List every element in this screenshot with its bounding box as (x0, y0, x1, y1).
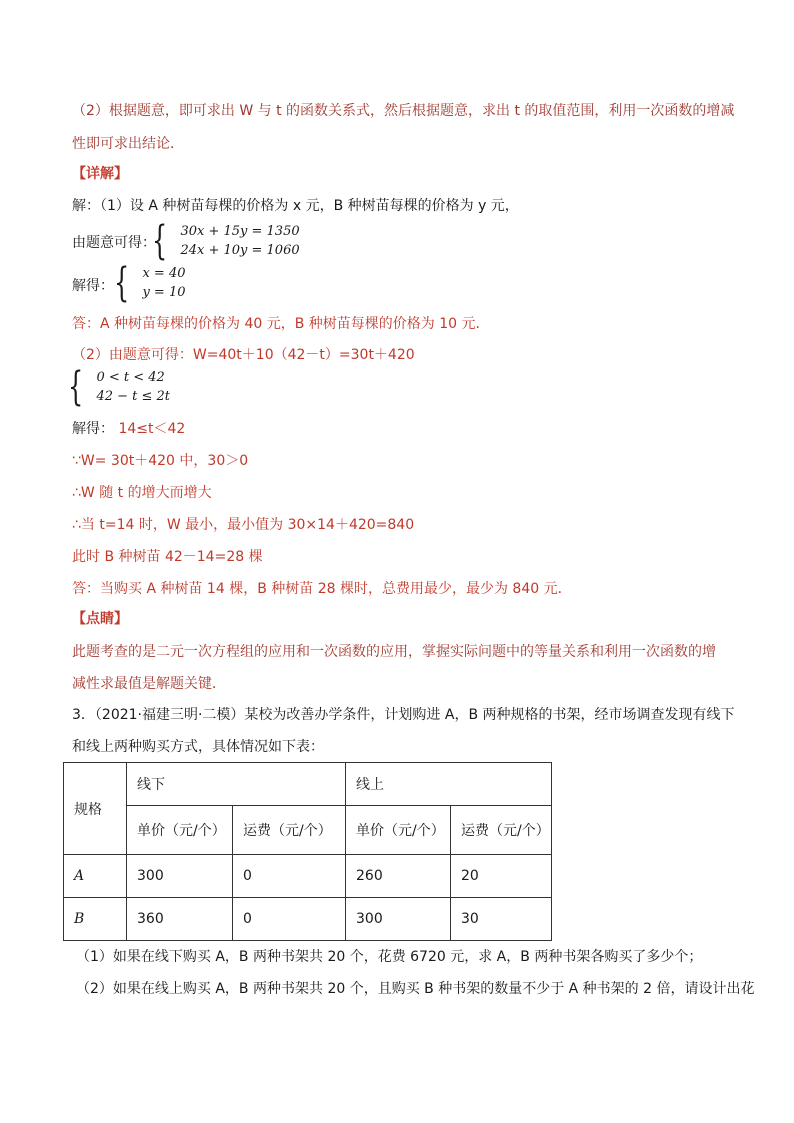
table-cell: 0 (233, 898, 346, 941)
answer-2: 答：当购买 A 种树苗 14 棵，B 种树苗 28 棵时，总费用最少，最少为 840 元． (72, 581, 572, 597)
offline-header: 线下 (127, 763, 346, 806)
online-header: 线上 (346, 763, 552, 806)
table-cell: 300 (127, 855, 233, 898)
answer-1: 答：A 种树苗每棵的价格为 40 元，B 种树苗每棵的价格为 10 元． (72, 316, 490, 332)
comment-header: 【点睛】 (72, 611, 128, 627)
solution-x: x = 40 (142, 266, 186, 281)
solution-range: 14≤t＜42 (118, 421, 186, 437)
table-cell: 30 (451, 898, 552, 941)
equation-1: 30x + 15y = 1350 (180, 224, 300, 239)
brace-icon: { (68, 364, 84, 410)
spec-header-cell: 规格 (64, 763, 127, 855)
detail-paragraph-7: ∴W 随 t 的增大而增大 (72, 485, 212, 501)
inequality-solution (72, 419, 185, 439)
analysis-line-2: 性即可求出结论． (72, 136, 184, 152)
system-1-label: 由题意可得： (72, 235, 156, 251)
problem-3-question-1: （1）如果在线下购买 A，B 两种书架共 20 个，花费 6720 元，求 A，B 两种书架各购买了多少个； (76, 949, 703, 965)
table-row (64, 855, 552, 898)
table-cell: 20 (451, 855, 552, 898)
table-cell: 0 (233, 855, 346, 898)
row-label: A (64, 855, 127, 898)
problem-3-line-1: 3．（2021·福建三明·二模）某校为改善办学条件，计划购进 A，B 两种规格的书架，经市场调查发现有线下 (72, 707, 735, 723)
solution-label-2: 解得： (72, 421, 114, 437)
detail-paragraph-4: （2）由题意可得：W=40t＋10（42－t）=30t＋420 (72, 347, 415, 363)
table-cell: 300 (346, 898, 451, 941)
detail-paragraph-1: 解：（1）设 A 种树苗每棵的价格为 x 元，B 种树苗每棵的价格为 y 元， (72, 198, 519, 214)
table-cell: 260 (346, 855, 451, 898)
equation-system-1 (152, 218, 300, 264)
row-label: B (64, 898, 127, 941)
brace-icon: { (152, 218, 168, 264)
problem-3-line-2: 和线上两种购买方式，具体情况如下表： (72, 739, 324, 755)
equation-2: 24x + 10y = 1060 (180, 243, 300, 258)
offline-price-header: 单价（元/个） (127, 806, 233, 855)
online-price-header: 单价（元/个） (346, 806, 451, 855)
detail-paragraph-9: 此时 B 种树苗 42－14=28 棵 (72, 549, 263, 565)
online-shipping-header: 运费（元/个） (451, 806, 552, 855)
detail-paragraph-6: ∵W= 30t＋420 中，30＞0 (72, 453, 249, 469)
analysis-line-1: （2）根据题意，即可求出 W 与 t 的函数关系式，然后根据题意，求出 t 的取值范围，利用一次函数的增减 (72, 103, 735, 119)
inequality-2: 42 − t ≤ 2t (96, 389, 171, 404)
detail-paragraph-8: ∴当 t=14 时，W 最小，最小值为 30×14＋420=840 (72, 517, 415, 533)
inequality-1: 0 < t < 42 (96, 370, 165, 385)
inequality-system (68, 364, 171, 410)
problem-3-question-2: （2）如果在线上购买 A，B 两种书架共 20 个，且购买 B 种书架的数量不少于 A 种书架的 2 倍，请设计出花 (76, 981, 755, 997)
detail-header: 【详解】 (72, 166, 128, 182)
comment-line-2: 减性求最值是解题关键． (72, 676, 226, 692)
specification-table (63, 762, 552, 941)
solution-label-1: 解得： (72, 278, 114, 294)
table-row (64, 898, 552, 941)
table-cell: 360 (127, 898, 233, 941)
offline-shipping-header: 运费（元/个） (233, 806, 346, 855)
brace-icon: { (114, 260, 130, 306)
solution-y: y = 10 (142, 285, 186, 300)
equation-system-2 (114, 260, 186, 306)
comment-line-1: 此题考查的是二元一次方程组的应用和一次函数的应用，掌握实际问题中的等量关系和利用一次函数的增 (72, 644, 716, 660)
